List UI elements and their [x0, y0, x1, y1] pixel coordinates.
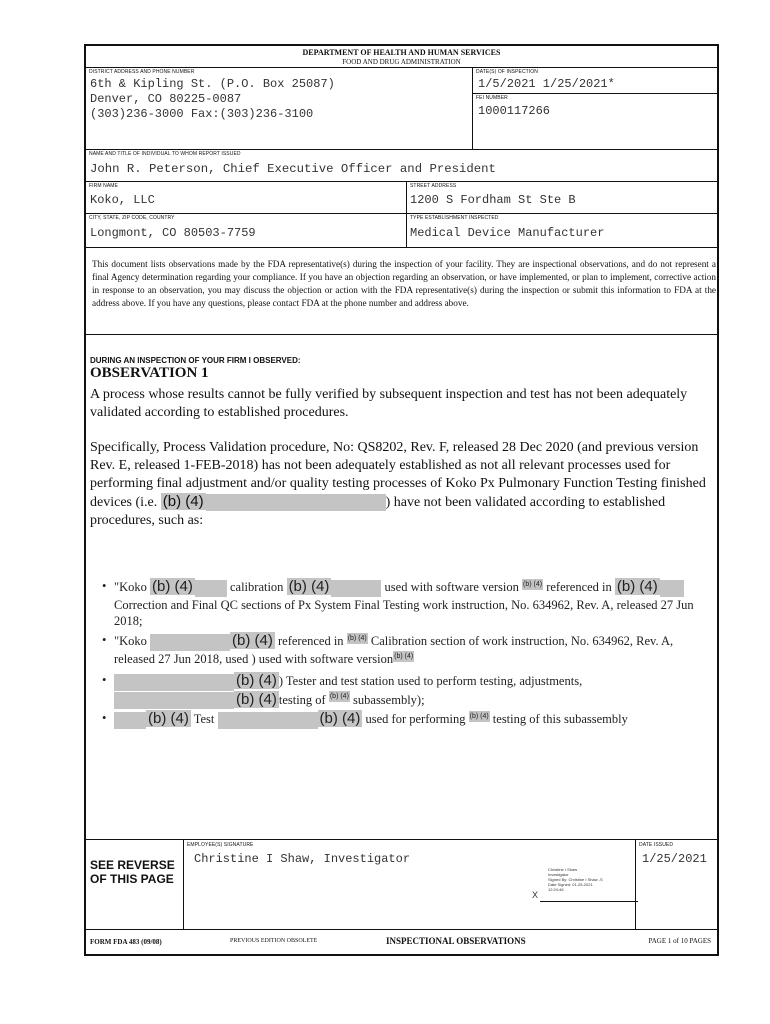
redaction-box: (b) (4)	[616, 578, 658, 595]
inspection-dates-label: DATE(S) OF INSPECTION	[476, 69, 539, 75]
date-issued-label: DATE ISSUED	[639, 842, 674, 848]
date-issued-value: 1/25/2021	[642, 852, 707, 866]
redaction-box: (b) (4)	[469, 712, 489, 720]
redaction-box: (b) (4)	[236, 672, 277, 689]
observation-statement: A process whose results cannot be fully verified by subsequent inspection and test has not been adequately validated according to established procedures.	[90, 387, 688, 420]
redaction-box: (b) (4)	[288, 578, 330, 595]
district-phone: (303)236-3000 Fax:(303)236-3100	[90, 107, 314, 121]
establishment-type-value: Medical Device Manufacturer	[410, 226, 605, 240]
list-item: • (b) (4) Test (b) (4) used for performing (b) (4) testing of this subassembly	[102, 710, 628, 727]
bullet-icon: •	[102, 579, 107, 593]
fei-number-label: FEI NUMBER	[476, 95, 508, 101]
bullet-icon: •	[102, 673, 107, 687]
firm-name-label: FIRM NAME	[89, 183, 118, 189]
fda-483-form	[84, 44, 719, 956]
district-address-label: DISTRICT ADDRESS AND PHONE NUMBER	[89, 69, 195, 75]
observed-heading: DURING AN INSPECTION OF YOUR FIRM I OBSERVED:	[90, 356, 301, 365]
fei-number-value: 1000117266	[478, 104, 551, 118]
redaction-box	[150, 634, 230, 651]
redaction-box: (b) (4)	[347, 634, 367, 642]
redaction-box: (b) (4)	[523, 580, 543, 588]
inspection-dates-value: 1/5/2021 1/25/2021*	[478, 77, 615, 91]
bullet-icon: •	[102, 633, 107, 647]
redaction-box: (b) (4)	[232, 632, 273, 649]
redaction-box	[206, 494, 386, 511]
redaction-box: (b) (4)	[236, 690, 277, 708]
list-item: • (b) (4) ) Tester and test station used to perform testing, adjustments, (b) (4) testing of (b) (4) subassembly);	[102, 672, 583, 708]
form-title: INSPECTIONAL OBSERVATIONS	[386, 936, 526, 946]
employee-signature-label: EMPLOYEE(S) SIGNATURE	[187, 842, 254, 848]
redaction-box	[660, 580, 684, 597]
form-id: FORM FDA 483 (09/08)	[90, 938, 162, 946]
street-address-label: STREET ADDRESS	[410, 183, 457, 189]
street-address-value: 1200 S Fordham St Ste B	[410, 193, 576, 207]
redaction-box	[114, 712, 146, 729]
specifics-text-part1: Specifically, Process Validation procedure, No: QS8202, Rev. F, released 28 Dec 2020 (and previous version Rev. E, released 1-FEB-2018) has not been adequately established as not all relevant processes used for performing final adjustment and/or quality testing processes of Koko Px Pulmonary Function Testing finished devices (i.e.	[90, 440, 706, 510]
page-number: PAGE 1 of 10 PAGES	[648, 937, 711, 945]
intro-disclaimer: This document lists observations made by the FDA representative(s) during the inspection of your facility. They are inspectional observations, and do not represent a final Agency determination regarding your compliance. If you have an objection regarding an observation, or have implemented, or plan to implement, corrective action in response to an observation, you may discuss the objection or action with the FDA representative(s) during the inspection or submit this information to FDA at the address above. If you have any questions, please contact FDA at the phone number and address above.	[92, 259, 716, 308]
redaction-box	[195, 580, 227, 597]
city-label: CITY, STATE, ZIP CODE, COUNTRY	[89, 215, 175, 221]
observation-title: OBSERVATION 1	[90, 365, 209, 381]
list-item: • "Koko (b) (4) calibration (b) (4) used with software version (b) (4) referenced in (b) (4) Correction and Final QC sections of Px System Final Testing work instruction, No. 634962, Rev. A, released 27 Jun 2018;	[102, 578, 694, 628]
redaction-box	[331, 580, 381, 597]
redaction-box	[218, 712, 318, 729]
individual-name-title: John R. Peterson, Chief Executive Officer and President	[90, 162, 496, 176]
redaction-box: (b) (4)	[394, 652, 414, 660]
bullet-icon: •	[102, 711, 107, 725]
establishment-type-label: TYPE ESTABLISHMENT INSPECTED	[410, 215, 499, 221]
redaction-box: (b) (4)	[152, 578, 193, 595]
redaction-box	[114, 674, 234, 691]
redaction-box	[114, 692, 234, 709]
see-reverse-note: SEE REVERSE OF THIS PAGE	[90, 858, 175, 886]
redaction-box: (b) (4)	[329, 693, 349, 701]
district-address-line1: 6th & Kipling St. (P.O. Box 25087)	[90, 77, 335, 91]
list-item: • "Koko (b) (4) referenced in (b) (4) Calibration section of work instruction, No. 634962, Rev. A, released 27 Jun 2018, used ) used with software version(b) (4)	[102, 632, 674, 666]
observation-specifics	[90, 439, 718, 530]
city-value: Longmont, CO 80503-7759	[90, 226, 256, 240]
specifics-text-part2: ) have not been validated according to established procedures, such as:	[90, 495, 666, 528]
individual-label: NAME AND TITLE OF INDIVIDUAL TO WHOM REPORT ISSUED	[89, 151, 241, 157]
digital-signature: Christine I Shaw Investigator Signed By: Christine I Shaw -S Date Signed: 01-25-2021 12:24:46 X	[532, 867, 642, 907]
redaction-box: (b) (4)	[319, 710, 361, 727]
agency-heading: FOOD AND DRUG ADMINISTRATION	[342, 58, 461, 66]
department-heading: DEPARTMENT OF HEALTH AND HUMAN SERVICES	[302, 48, 501, 57]
previous-edition-note: PREVIOUS EDITION OBSOLETE	[230, 938, 318, 944]
redaction-box: (b) (4)	[148, 710, 189, 727]
redaction-box: (b) (4)	[162, 493, 204, 510]
district-address-line2: Denver, CO 80225-0087	[90, 92, 242, 106]
employee-name: Christine I Shaw, Investigator	[194, 852, 411, 866]
firm-name-value: Koko, LLC	[90, 193, 155, 207]
